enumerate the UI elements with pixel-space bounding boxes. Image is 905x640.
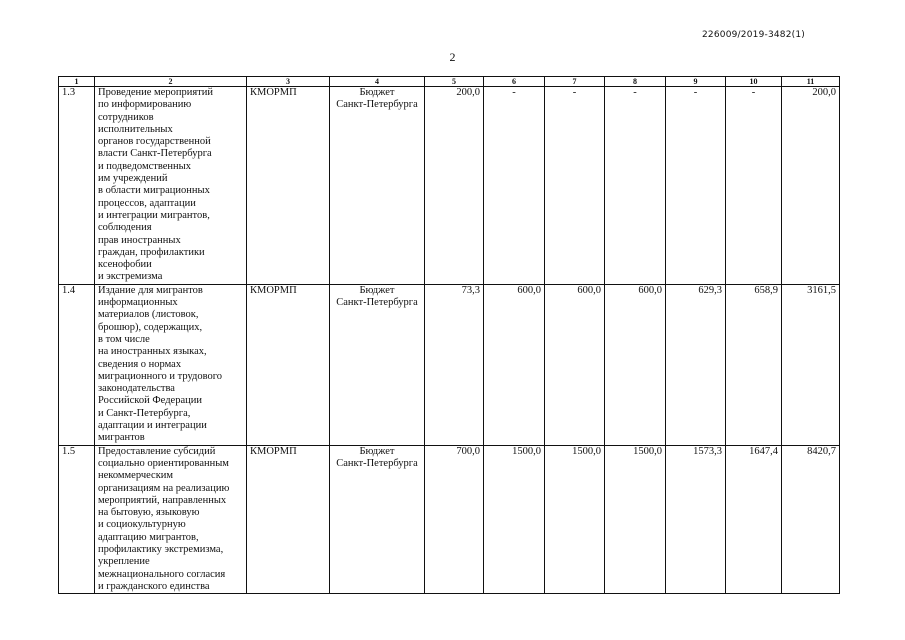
page-number: 2 (449, 50, 456, 64)
description-line: и подведомственных (98, 160, 191, 172)
description-line: граждан, профилактики (98, 246, 205, 258)
budget-table (58, 76, 840, 594)
row-number: 1.4 (59, 284, 95, 445)
description-line: Издание для мигрантов (98, 284, 203, 296)
row-value: - (726, 87, 782, 285)
row-value: 700,0 (425, 445, 484, 594)
row-value: 200,0 (425, 87, 484, 285)
row-funding-source (330, 87, 425, 285)
funding-source-line: Бюджет (359, 87, 395, 98)
funding-source-line: Санкт-Петербурга (336, 99, 418, 111)
table-row (59, 445, 840, 594)
row-value: 1500,0 (605, 445, 666, 594)
description-line: социально ориентированным (98, 457, 229, 469)
description-line: органов государственной (98, 136, 211, 148)
description-line: законодательства (98, 383, 175, 395)
row-value: 73,3 (425, 284, 484, 445)
description-line: адаптации и интеграции (98, 420, 207, 432)
row-value: 1647,4 (726, 445, 782, 594)
row-value: 600,0 (484, 284, 545, 445)
description-line: организациям на реализацию (98, 482, 230, 494)
header-cell: 7 (545, 77, 605, 87)
description-line: и Санкт-Петербурга, (98, 407, 191, 419)
row-value: 1500,0 (545, 445, 605, 594)
row-value: 600,0 (605, 284, 666, 445)
row-value: 3161,5 (782, 284, 840, 445)
funding-source-line: Санкт-Петербурга (336, 457, 418, 469)
description-line: информационных (98, 297, 178, 309)
row-executor: КМОРМП (247, 284, 330, 445)
description-line: им учреждений (98, 173, 168, 185)
description-line: на иностранных языках, (98, 346, 207, 358)
description-line: и социокультурную (98, 519, 186, 531)
header-cell: 9 (666, 77, 726, 87)
header-cell: 8 (605, 77, 666, 87)
header-cell: 11 (782, 77, 840, 87)
description-line: мероприятий, направленных (98, 494, 227, 506)
row-executor: КМОРМП (247, 87, 330, 285)
description-line: и гражданского единства (98, 580, 210, 592)
row-value: - (605, 87, 666, 285)
description-line: по информированию (98, 99, 192, 111)
row-value: 8420,7 (782, 445, 840, 594)
row-funding-source (330, 284, 425, 445)
row-description (95, 87, 247, 285)
description-line: на бытовую, языковую (98, 507, 200, 519)
row-description (95, 445, 247, 594)
row-value: - (545, 87, 605, 285)
description-line: исполнительных (98, 123, 173, 135)
description-line: адаптацию мигрантов, (98, 531, 199, 543)
description-line: сотрудников (98, 111, 154, 123)
header-cell: 1 (59, 77, 95, 87)
description-line: в области миграционных (98, 185, 210, 197)
table-body (59, 87, 840, 594)
row-description (95, 284, 247, 445)
description-line: власти Санкт-Петербурга (98, 148, 212, 160)
row-value: 1573,3 (666, 445, 726, 594)
funding-source-line: Санкт-Петербурга (336, 297, 418, 309)
table-row (59, 284, 840, 445)
description-line: некоммерческим (98, 470, 174, 482)
table-header (59, 77, 840, 87)
description-line: сведения о нормах (98, 358, 182, 370)
document-reference: 226009/2019-3482(1) (702, 30, 805, 40)
header-cell: 10 (726, 77, 782, 87)
description-line: материалов (листовок, (98, 309, 199, 321)
header-cell: 4 (330, 77, 425, 87)
header-cell: 6 (484, 77, 545, 87)
description-line: профилактику экстремизма, (98, 543, 224, 555)
description-line: в том числе (98, 333, 150, 345)
table-row (59, 87, 840, 285)
row-value: - (666, 87, 726, 285)
description-line: процессов, адаптации (98, 197, 196, 209)
funding-source-line: Бюджет (359, 445, 395, 457)
description-line: межнационального согласия (98, 568, 226, 580)
description-line: Российской Федерации (98, 395, 202, 407)
description-line: укрепление (98, 556, 150, 568)
row-value: 600,0 (545, 284, 605, 445)
header-cell: 3 (247, 77, 330, 87)
row-number: 1.3 (59, 87, 95, 285)
row-value: 658,9 (726, 284, 782, 445)
description-line: ксенофобии (98, 259, 152, 271)
description-line: соблюдения (98, 222, 152, 234)
description-line: Проведение мероприятий (98, 87, 213, 98)
description-line: миграционного и трудового (98, 370, 223, 382)
row-value: 629,3 (666, 284, 726, 445)
row-value: 1500,0 (484, 445, 545, 594)
description-line: брошюр), содержащих, (98, 321, 203, 333)
description-line: Предоставление субсидий (98, 445, 216, 457)
description-line: и интеграции мигрантов, (98, 209, 210, 221)
description-line: и экстремизма (98, 271, 163, 283)
row-number: 1.5 (59, 445, 95, 594)
row-executor: КМОРМП (247, 445, 330, 594)
row-funding-source (330, 445, 425, 594)
row-value: 200,0 (782, 87, 840, 285)
header-cell: 5 (425, 77, 484, 87)
description-line: мигрантов (98, 432, 145, 444)
description-line: прав иностранных (98, 234, 181, 246)
header-cell: 2 (95, 77, 247, 87)
row-value: - (484, 87, 545, 285)
funding-source-line: Бюджет (359, 284, 395, 296)
